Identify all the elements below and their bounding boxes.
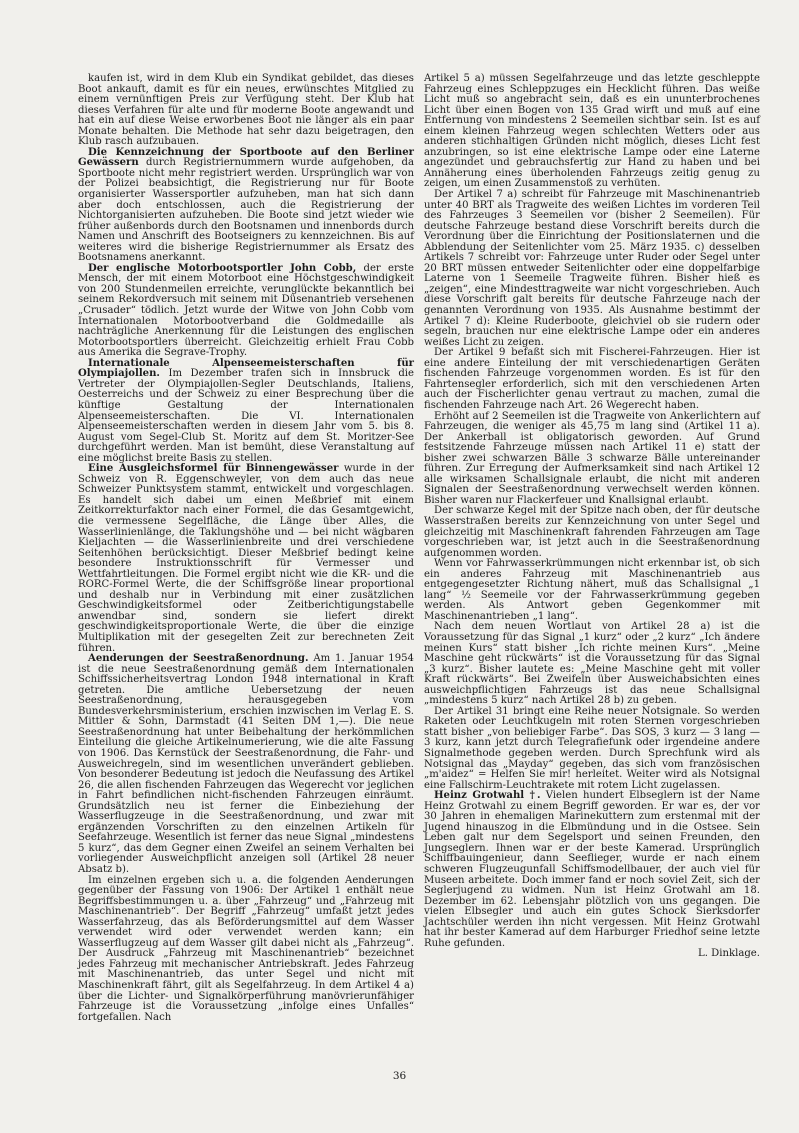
paragraph	[424, 506, 760, 559]
paragraph-heading: Die Kennzeichnung der Sportboote auf den Berliner Gewässern	[78, 146, 414, 169]
paragraph	[78, 359, 414, 464]
paragraph-heading: Eine Ausgleichsformel für Binnengewässer	[88, 463, 339, 475]
paragraph-text: durch Registriernummern wurde aufgehoben, da Sportboote nicht mehr registriert werden. Ursprünglich war von der Polizei beabsichtigt, die Registrierung nur für Boote organisierter Wassersportler aufzuheben, man hat sich dann aber doch entschlossen, auch die Registrierung der Nichtorganisierten aufzuheben. Die Boote sind jetzt wieder wie früher außenbords durch den Bootsnamen und innenbords durch Namen und Anschrift des Bootseigners zu kennzeichnen. Bis auf weiteres wird die bisherige Registriernummer als Ersatz des Bootsnamens anerkannt.	[78, 157, 414, 264]
text-columns	[78, 74, 761, 1023]
paragraph	[424, 190, 760, 348]
paragraph-heading: Aenderungen der Seestraßenordnung.	[88, 653, 309, 665]
paragraph-text: Im Dezember trafen sich in Innsbruck die Vertreter der Olympiajollen-Segler Deutschlands, Italiens, Oesterreichs und der Schweiz zu einer Besprechung über die künftige Gestaltung der Internationalen Alpenseemeisterschaften. Die VI. Internationalen Alpenseemeisterschaften werden in diesem Jahr vom 5. bis 8. August vom Segel-Club St. Moritz auf dem St. Moritzer-See durchgeführt werden. Man ist bemüht, diese Veranstaltung auf eine möglichst breite Basis zu stellen.	[78, 368, 414, 464]
paragraph-text: Vielen hundert Elbseglern ist der Name Heinz Grotwahl zu einem Begriff geworden. Er war es, der vor 30 Jahren in ehemaligen Marinekuttern zum erstenmal mit der Jugend hinauszog in die Elbmündung und in die Ostsee. Sein Leben galt nur dem Segelsport und seinen Freunden, den Jungseglern. Ihnen war er der beste Kamerad. Ursprünglich Schiffbauingenieur, dann Seeflieger, wurde er nach einem schweren Flugzeugunfall Schiffsmodellbauer, der auch viel für Museen arbeitete. Doch immer fand er noch soviel Zeit, sich der Seglerjugend zu widmen. Nun ist Heinz Grotwahl am 18. Dezember im 62. Lebensjahr plötzlich von uns gegangen. Die vielen Elbsegler und auch ein gutes Schock Sierksdorfer Jachtschüler werden ihn nicht vergessen. Mit Heinz Grotwahl hat ihr bester Kamerad auf dem Harburger Friedhof seine letzte Ruhe gefunden.	[424, 790, 761, 949]
paragraph	[424, 791, 760, 960]
paragraph-heading: Internationale Alpenseemeisterschaften für Olympiajollen.	[78, 357, 414, 380]
paragraph-text: Im einzelnen ergeben sich u. a. die folgenden Aenderungen gegenüber der Fassung von 1906: Der Artikel 1 enthält neue Begriffsbestimmungen u. a. über „Fahrzeug“ und „Fahrzeug mit Maschinenantrieb“. Der Begriff „Fahrzeug“ umfaßt jetzt jedes Wasserfahrzeug, das als Beförderungsmittel auf dem Wasser verwendet wird oder verwendet werden kann; ein Wasserflugzeug auf dem Wasser gilt dabei nicht als „Fahrzeug“. Der Ausdruck „Fahrzeug mit Maschinenantrieb“ bezeichnet jedes Fahrzeug mit mechanischer Antriebskraft. Jedes Fahrzeug mit Maschinenantrieb, das unter Segel und nicht mit Maschinenkraft fährt, gilt als Segelfahrzeug. In dem Artikel 4 a) über die Lichter- und Signalkörperführung manövrierunfähiger Fahrzeuge ist die Voraussetzung „infolge eines Unfalles“ fortgefallen. Nach	[78, 874, 414, 1023]
left-column	[78, 74, 414, 1023]
paragraph-text: Am 1. Januar 1954 ist die neue Seestraßenordnung gemäß dem Internationalen Schiffssicherheitsvertrag London 1948 international in Kraft getreten. Die amtliche Uebersetzung der neuen Seestraßenordnung, herausgegeben vom Bundesverkehrsministerium, erschien inzwischen im Verlag E. S. Mittler & Sohn, Darmstadt (41 Seiten DM 1,—). Die neue Seestraßenordnung hat unter Beibehaltung der herkömmlichen Einteilung die gleiche Artikelnumerierung, wie die alte Fassung von 1906. Das Kernstück der Seestraßenordnung, die Fahr- und Ausweichregeln, sind im wesentlichen unverändert geblieben. Von besonderer Bedeutung ist jedoch die Neufassung des Artikel 26, die allen fischenden Fahrzeugen das Wegerecht vor jeglichen in Fahrt befindlichen nicht-fischenden Fahrzeugen einräumt. Grundsätzlich neu ist ferner die Einbeziehung der Wasserflugzeuge in die Seestraßenordnung, und zwar mit ergänzenden Vorschriften zu den einzelnen Artikeln für Seefahrzeuge. Wesentlich ist ferner das neue Signal „mindestens 5 kurz“, das dem Gegner einen Zweifel an seinem Verhalten bei vorliegender Ausweichpflicht anzeigen soll (Artikel 28 neuer Absatz b).	[78, 653, 414, 876]
paragraph-text: kaufen ist, wird in dem Klub ein Syndikat gebildet, das dieses Boot ankauft, damit es für ein neues, erwünschtes Mitglied zu einem vernünftigen Preis zur Verfügung steht. Der Klub hat dieses Verfahren für alte und für moderne Boote angewandt und hat ein auf diese Weise erworbenes Boot nie länger als ein paar Monate behalten. Die Methode hat sehr dazu beigetragen, den Klub rasch aufzubauen.	[78, 73, 414, 148]
paragraph-text: Der schwarze Kegel mit der Spitze nach oben, der für deutsche Wasserstraßen bereits zur Kennzeichnung von unter Segel und gleichzeitig mit Maschinenkraft fahrenden Fahrzeugen am Tage vorgeschrieben war, ist jetzt auch in die Seestraßenordnung aufgenommen worden.	[424, 505, 760, 559]
paragraph-text: Wenn vor Fahrwasserkrümmungen nicht erkennbar ist, ob sich ein anderes Fahrzeug mit Maschinenantrieb aus entgegengesetzter Richtung nähert, muß das Schallsignal „1 lang“ ½ Seemeile vor der Fahrwasserkrümmung gegeben werden. Als Antwort geben Gegenkommer mit Maschinenantrieben „1 lang“.	[424, 558, 760, 622]
paragraph	[424, 348, 760, 411]
paragraph	[424, 622, 760, 706]
right-column	[424, 74, 760, 960]
paragraph-text: Der Artikel 7 a) schreibt für Fahrzeuge mit Maschinenantrieb unter 40 BRT als Tragweite des weißen Lichtes im vorderen Teil des Fahrzeuges 3 Seemeilen vor (bisher 2 Seemeilen). Für deutsche Fahrzeuge bestand diese Vorschrift bereits durch die Verordnung über die Einrichtung der Positionslaternen und die Abblendung der Seitenlichter vom 25. März 1935. c) desselben Artikels 7 schreibt vor: Fahrzeuge unter Ruder oder Segel unter 20 BRT müssen entweder Seitenlichter oder eine doppelfarbige Laterne von 1 Seemeile Tragweite führen. Bisher hieß es „zeigen“, eine Mindesttragweite war nicht vorgeschrieben. Auch diese Vorschrift galt bereits für deutsche Fahrzeuge nach der genannten Verordnung von 1935. Als Ausnahme bestimmt der Artikel 7 d): Kleine Ruderboote, gleichviel ob sie rudern oder segeln, brauchen nur eine elektrische Lampe oder ein anderes weißes Licht zu zeigen.	[424, 189, 760, 348]
paragraph-text: Der Artikel 9 befaßt sich mit Fischerei-Fahrzeugen. Hier ist eine andere Einteilung der mit verschiedenartigen Geräten fischenden Fahrzeuge vorgenommen worden. Es ist für den Fahrtensegler erforderlich, sich mit den verschiedenen Arten auch der Fischerlichter genau vertraut zu machen, zumal die fischenden Fahrzeuge nach Art. 26 Wegerecht haben.	[424, 347, 760, 411]
paragraph	[78, 148, 414, 264]
paragraph	[78, 654, 414, 875]
paragraph	[424, 412, 760, 507]
paragraph-heading: Heinz Grotwahl †.	[434, 790, 541, 802]
page-number: 36	[392, 1070, 407, 1082]
paragraph	[78, 464, 414, 654]
paragraph-text: Nach dem neuen Wortlaut von Artikel 28 a) ist die Voraussetzung für das Signal „1 kurz“ oder „2 kurz“ „Ich ändere meinen Kurs“ statt bisher „Ich richte meinen Kurs“. „Meine Maschine geht rückwärts“ ist die Voraussetzung für das Signal „3 kurz“. Bisher lautete es: „Meine Maschine geht mit voller Kraft rückwärts“. Bei Zweifeln über Ausweichabsichten eines ausweichpflichtigen Fahrzeugs ist das neue Schallsignal „mindestens 5 kurz“ nach Artikel 28 b) zu geben.	[424, 621, 760, 707]
paragraph-text: Erhöht auf 2 Seemeilen ist die Tragweite von Ankerlichtern auf Fahrzeugen, die weniger als 45,75 m lang sind (Artikel 11 a). Der Ankerball ist obligatorisch geworden. Auf Grund festsitzende Fahrzeuge müssen nach Artikel 11 e) statt der bisher zwei schwarzen Bälle 3 schwarze Bälle untereinander führen. Zur Erregung der Aufmerksamkeit sind nach Artikel 12 alle wirksamen Schallsignale erlaubt, die nicht mit anderen Signalen der Seestraßenordnung verwechselt werden können. Bisher waren nur Flackerfeuer und Knallsignal erlaubt.	[424, 410, 760, 506]
paragraph	[78, 74, 414, 148]
paragraph-text: Artikel 5 a) müssen Segelfahrzeuge und das letzte geschleppte Fahrzeug eines Schleppzuges ein Hecklicht führen. Das weiße Licht muß so angebracht sein, daß es ein ununterbrochenes Licht über einen Bogen von 135 Grad wirft und muß auf eine Entfernung von mindestens 2 Seemeilen sichtbar sein. Ist es auf einem kleinen Fahrzeug wegen schlechten Wetters oder aus anderen stichhaltigen Gründen nicht möglich, dieses Licht fest anzubringen, so ist eine elektrische Lampe oder eine Laterne angezündet und gebrauchsfertig zur Hand zu haben und bei Annäherung eines überholenden Fahrzeugs zeitig genug zu zeigen, um einen Zusammenstoß zu verhüten.	[424, 73, 760, 190]
paragraph	[78, 876, 414, 1024]
author-signature: L. Dinklage.	[698, 948, 760, 960]
paragraph-text: wurde in der Schweiz von R. Eggenschweyler, von dem auch das neue Schweizer Punktsystem stammt, entwickelt und vorgeschlagen. Es handelt sich dabei um einen Meßbrief mit einem Zeitkorrekturfaktor nach einer Formel, die das Gesamtgewicht, die vermessene Segelfläche, die Länge über Alles, die Wasserlinienlänge, die Taklungshöhe und — bei nicht wägbaren Kieljachten — die Wasserlinienbreite und drei verschiedene Seitenhöhen berücksichtigt. Dieser Meßbrief bedingt keine besondere Instruktionsschrift für Vermesser und Wettfahrtleitungen. Die Formel ergibt nicht wie die KR- und die RORC-Formel Werte, die der Schiffsgröße linear proportional und deshalb nur in Verbindung mit einer zusätzlichen Geschwindigkeitsformel oder Zeitberichtigungstabelle anwendbar sind, sondern sie liefert direkt geschwindigkeitsproportionale Werte, die über die einzige Multiplikation mit der gesegelten Zeit zur berechneten Zeit führen.	[78, 463, 415, 654]
paragraph	[78, 264, 414, 359]
paragraph	[424, 559, 760, 622]
paragraph	[424, 707, 760, 791]
paragraph	[424, 74, 760, 190]
paragraph-text: der erste Mensch, der mit einem Motorboot eine Höchstgeschwindigkeit von 200 Stundenmeilen erreichte, verunglückte bekanntlich bei seinem Rekordversuch mit seinem mit Düsenantrieb versehenen „Crusader“ tödlich. Jetzt wurde der Witwe von John Cobb vom Internationalen Motorbootverband die Goldmedaille als nachträgliche Anerkennung für die Leistungen des englischen Motorbootsportlers überreicht. Gleichzeitig erhielt Frau Cobb aus Amerika die Segrave-Trophy.	[78, 262, 415, 359]
paragraph-heading: Der englische Motorbootsportler John Cobb,	[88, 262, 357, 274]
paragraph-text: Der Artikel 31 bringt eine Reihe neuer Notsignale. So werden Raketen oder Leuchtkugeln mit roten Sternen vorgeschrieben statt bisher „von beliebiger Farbe“. Das SOS, 3 kurz — 3 lang — 3 kurz, kann jetzt durch Telegrafiefunk oder irgendeine andere Signalmethode gegeben werden. Durch Sprechfunk wird als Notsignal das „Mayday“ gegeben, das sich vom französischen „m'aidez“ = Helfen Sie mir! herleitet. Weiter wird als Notsignal eine Fallschirm-Leuchtrakete mit rotem Licht zugelassen.	[424, 705, 760, 791]
